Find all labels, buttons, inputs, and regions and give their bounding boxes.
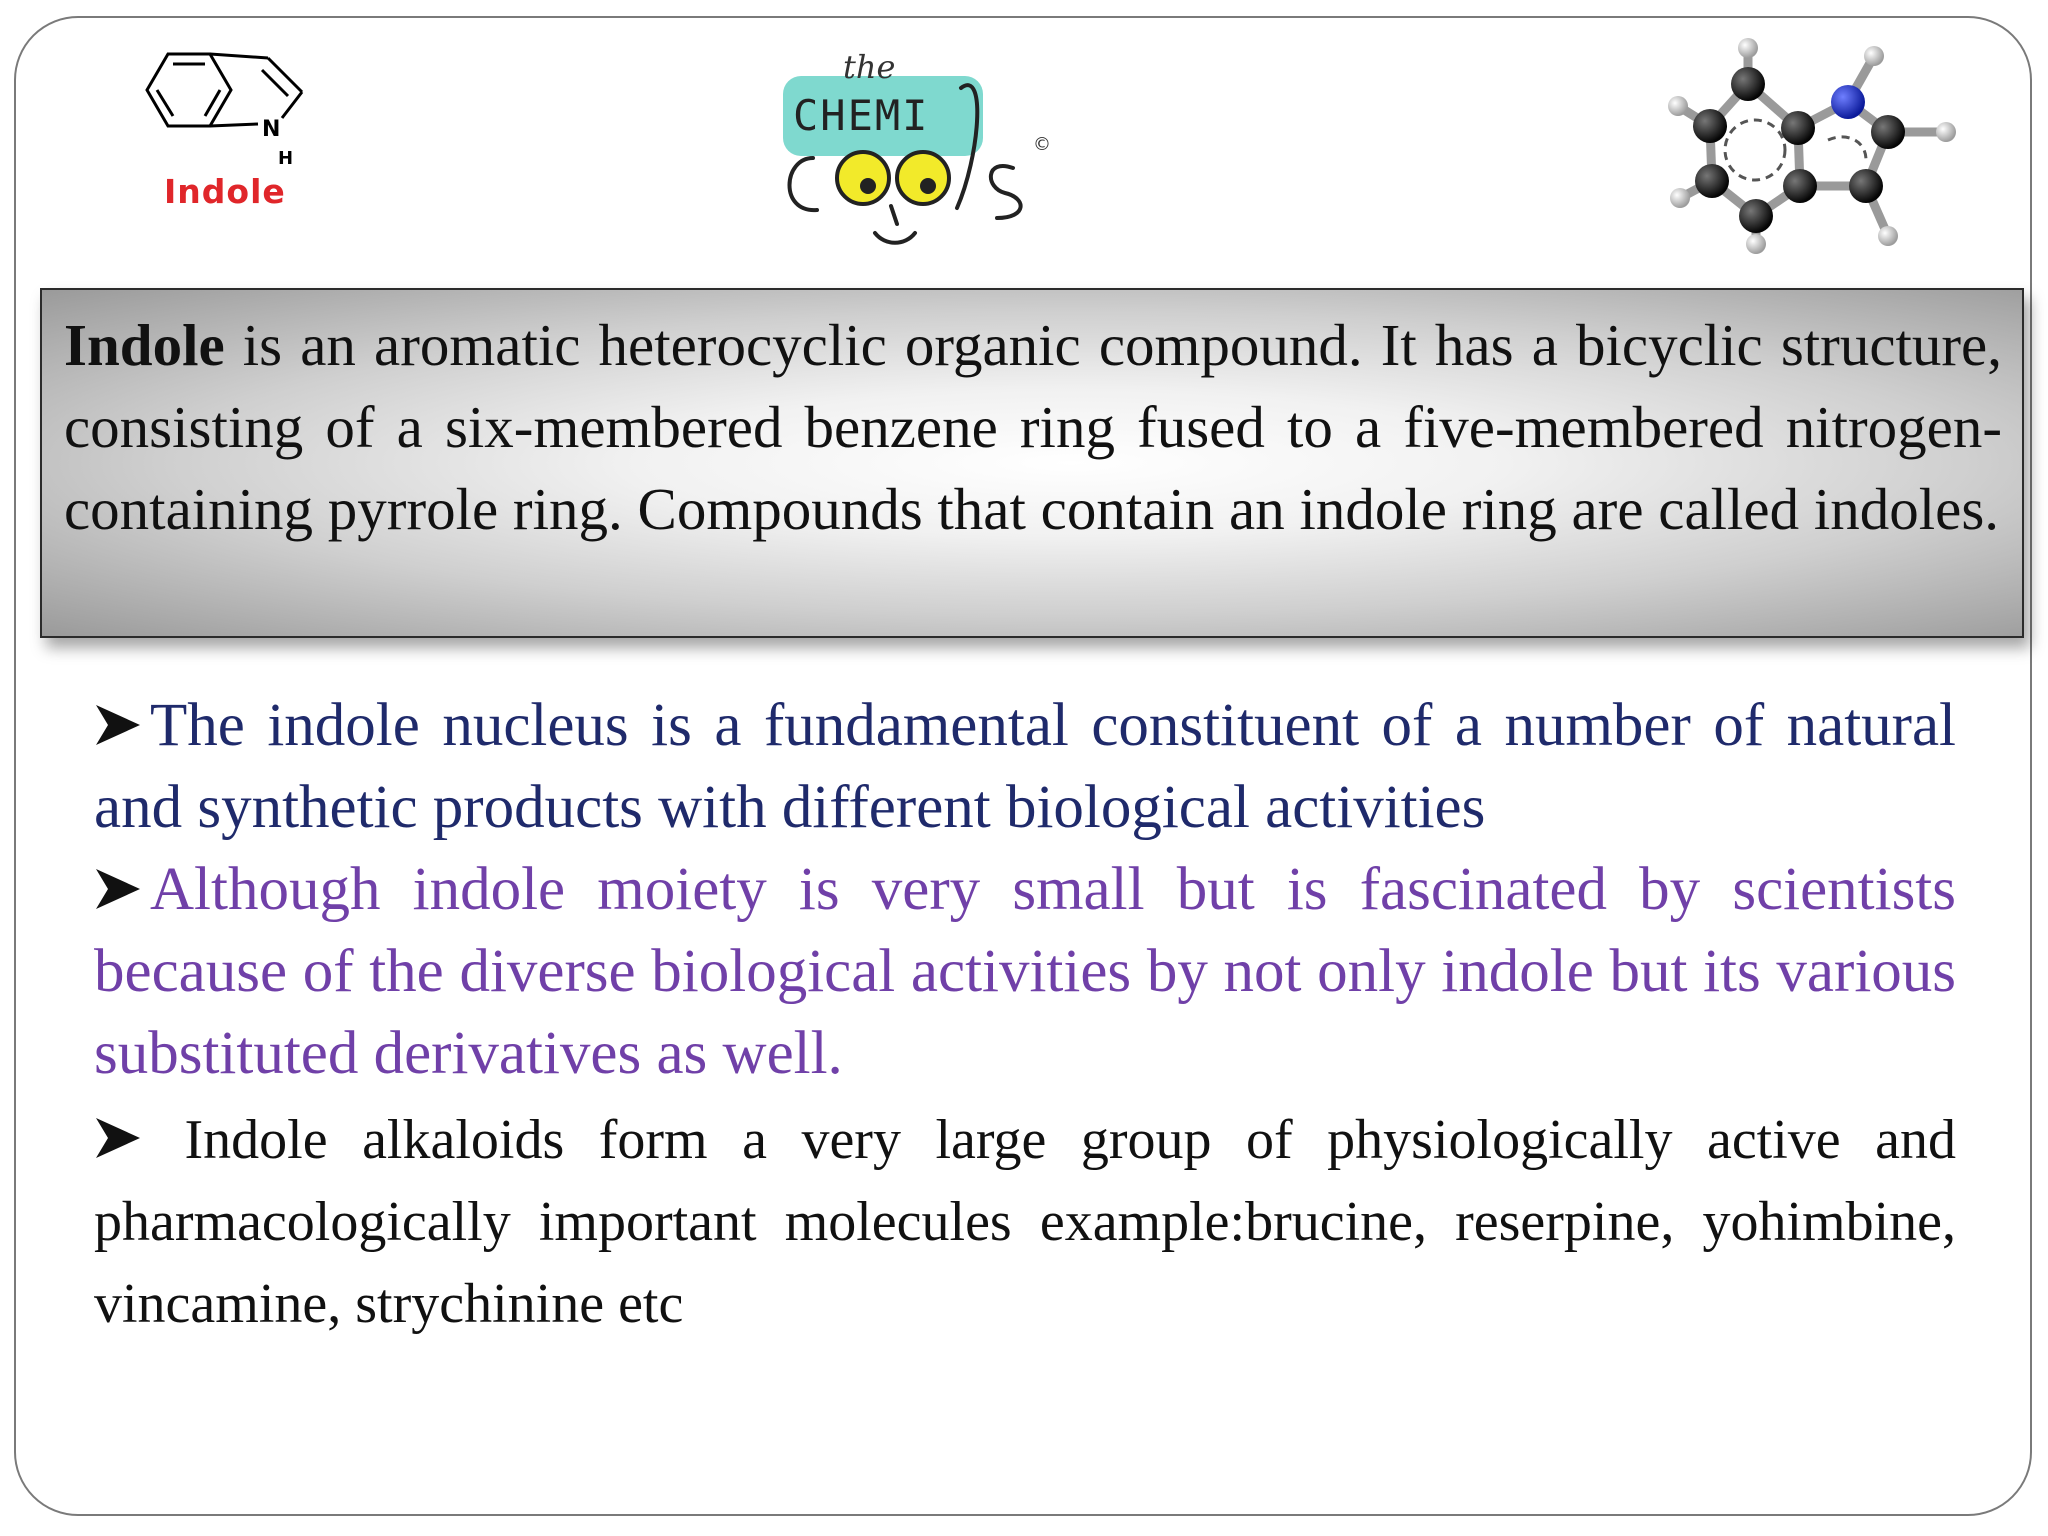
arrow-bullet-icon: [94, 703, 146, 747]
bullet-text: Although indole moiety is very small but is fascinated by scientists because of the diverse biological activities by not only indole but its various substituted derivatives as well.: [94, 856, 1956, 1087]
bullet-item: [94, 685, 1956, 849]
logo-chemi-text: CHEMI: [793, 91, 930, 140]
bullet-text: Indole alkaloids form a very large group of physiologically active and pharmacologically important molecules example:brucine, reserpine, yohimbine, vincamine, strychinine etc: [94, 1109, 1956, 1335]
definition-body: is an aromatic heterocyclic organic compound. It has a bicyclic structure, consisting of a six-membered benzene ring fused to a five-membered nitrogen-containing pyrrole ring. Compounds that contain an indole ring are called indoles.: [64, 312, 2002, 542]
logo-copyright-mark: ©: [1033, 134, 1051, 155]
bullet-text: The indole nucleus is a fundamental constituent of a number of natural and synthetic products with different biological activities: [94, 692, 1956, 841]
arrow-bullet-icon: [94, 867, 146, 911]
bullet-item: [94, 849, 1956, 1095]
logo-the-text: the: [843, 48, 896, 86]
indole-ball-stick-model: [1660, 36, 1970, 256]
arrow-bullet-icon: [94, 1116, 146, 1160]
bullet-list: [94, 685, 1956, 1345]
definition-paragraph: [64, 304, 2002, 550]
definition-term: Indole: [64, 312, 225, 378]
chemicools-logo: [765, 38, 1065, 253]
indole-structure-label: Indole: [164, 172, 286, 211]
bullet-item: [94, 1099, 1956, 1345]
nitrogen-atom-label: N: [262, 117, 281, 142]
definition-box: [40, 288, 2024, 638]
hydrogen-atom-label: H: [278, 148, 294, 169]
